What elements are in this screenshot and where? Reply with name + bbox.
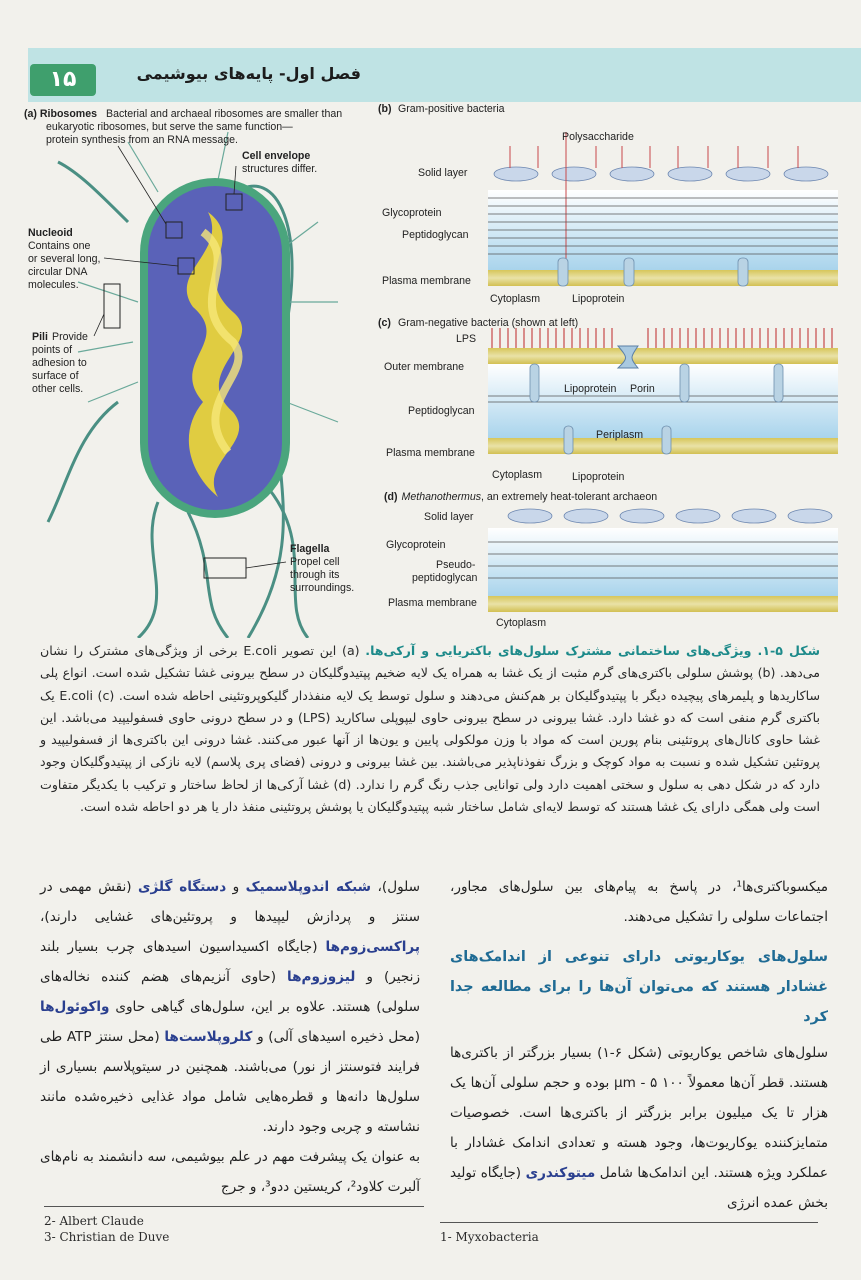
left-text-column: [40, 872, 420, 1202]
envelope-title: Cell envelope: [242, 150, 311, 162]
panel-b-gram-positive: [378, 103, 838, 305]
pili-text-5: other cells.: [32, 383, 84, 395]
nucleoid-text-3: circular DNA: [28, 266, 88, 278]
peptidoglycan-label: Peptidoglycan: [402, 229, 469, 241]
organelles-text-5: (حاوی آنزیم‌های هضم کننده نخاله‌های سلولی) هستند. علاوه بر این، سلول‌های گیاهی حاوی: [40, 969, 420, 1015]
ribosomes-title: (a) Ribosomes: [24, 108, 97, 120]
footnote-1: 1- Myxobacteria: [440, 1230, 539, 1244]
intro-paragraph: میکسوباکتری‌ها¹، در پاسخ به پیام‌های بین سلول‌های مجاور، اجتماعات سلولی را تشکیل می‌دهند.: [450, 879, 828, 925]
pseudo-label-1: Pseudo-: [436, 559, 476, 571]
flagella-text-1: Propel cell: [290, 556, 340, 568]
panel-d-archaeon: [384, 491, 838, 629]
cytoplasm-label: Cytoplasm: [490, 293, 541, 305]
lipoprotein-label: Lipoprotein: [572, 293, 625, 305]
chapter-title: فصل اول- پایه‌های بیوشیمی: [136, 64, 361, 83]
gram-positive-membrane: [488, 270, 838, 286]
figure-caption: [40, 640, 820, 818]
flagella-text-3: surroundings.: [290, 582, 355, 594]
term-vacuoles: واکوئول‌ها: [40, 999, 110, 1015]
eukaryote-text-1: سلول‌های شاخص یوکاریوتی (شکل ۶-۱) بسیار بزرگتر از باکتری‌ها هستند. قطر آن‌ها معمولاً ۱۰۰ μm - ۵ بوده و حجم سلولی آن‌ها یک هزار تا یک میلیون برابر بزرگتر از باکتری‌ها است. خصوصیات متمایزکننده یوکاریوت‌ها، وجود هسته و تعدادی اندامک غشادار با عملکرد ویژه هستند. این اندامک‌ها شامل: [450, 1045, 828, 1181]
porin-label: Porin: [630, 383, 655, 395]
pili-text-4: surface of: [32, 370, 79, 382]
ribosomes-text-1: Bacterial and archaeal ribosomes are smaller than: [106, 108, 343, 120]
nucleoid-title: Nucleoid: [28, 227, 73, 239]
ribosomes-text-3: protein synthesis from an RNA message.: [46, 134, 238, 146]
flagella-text-2: through its: [290, 569, 340, 581]
plasma-membrane-d-label: Plasma membrane: [388, 597, 477, 609]
archaeal-solid-layer: [508, 509, 832, 523]
eukaryote-text-2: (جایگاه تولید بخش عمده انرژی: [450, 1165, 828, 1211]
organelles-text-2: و: [232, 879, 240, 895]
panel-b-title-prefix: (b): [378, 103, 392, 115]
eukaryote-paragraph: [450, 1038, 828, 1218]
scientists-paragraph: به عنوان یک پیشرفت مهم در علم بیوشیمی، سه دانشمند به نام‌های آلبرت کلاود²، کریستین ددو³، و جرج: [40, 1149, 420, 1195]
footnote-3: 3- Christian de Duve: [44, 1230, 170, 1244]
lps-label: LPS: [456, 333, 477, 345]
organelles-text-6: (محل ذخیره اسیدهای آلی) و: [257, 1029, 421, 1045]
solid-layer-d-label: Solid layer: [424, 511, 474, 523]
term-er: شبکه اندوپلاسمیک: [245, 879, 372, 895]
footnote-2: 2- Albert Claude: [44, 1214, 144, 1228]
bacteria-figure: [18, 102, 858, 638]
nucleoid-text-1: Contains one: [28, 240, 91, 252]
panel-c-gram-negative: [378, 317, 838, 483]
lipoprotein-c2-label: Lipoprotein: [572, 471, 625, 483]
lipoprotein-c-label: Lipoprotein: [564, 383, 617, 395]
outer-membrane-label: Outer membrane: [384, 361, 465, 373]
glycoprotein-d-label: Glycoprotein: [386, 539, 446, 551]
pili-text-2: points of: [32, 344, 73, 356]
term-chloroplasts: کلروپلاست‌ها: [164, 1029, 253, 1045]
panel-a-ecoli-cell: [24, 108, 354, 638]
lps-chains: [492, 328, 832, 348]
panel-c-title: Gram-negative bacteria (shown at left): [398, 317, 579, 329]
right-text-column: [450, 872, 828, 1218]
footnotes-right: [440, 1222, 818, 1245]
glycoprotein-label: Glycoprotein: [382, 207, 442, 219]
section-heading: سلول‌های یوکاریوتی دارای تنوعی از اندامک‌های غشادار هستند که می‌توان آن‌ها را برای مطالعه جدا کرد: [450, 949, 828, 1025]
pili-text-1: Provide: [52, 331, 88, 343]
term-peroxisomes: پراکسی‌زوم‌ها: [325, 939, 420, 955]
cytoplasm-d-label: Cytoplasm: [496, 617, 547, 629]
solid-layer-units: [494, 167, 828, 181]
nucleoid-text-4: molecules.: [28, 279, 79, 291]
pseudo-label-2: peptidoglycan: [412, 572, 478, 584]
panel-d-title: (d) Methanothermus, an extremely heat-tolerant archaeon: [384, 491, 658, 503]
solid-layer-label: Solid layer: [418, 167, 468, 179]
panel-c-title-prefix: (c): [378, 317, 391, 329]
organelles-text-4: (جایگاه اکسیداسیون اسیدهای چرب بسیار بلند زنجیر) و: [40, 939, 421, 985]
organelles-paragraph: [40, 872, 420, 1142]
plasma-membrane-c-label: Plasma membrane: [386, 447, 475, 459]
panel-b-title: Gram-positive bacteria: [398, 103, 505, 115]
organelles-text-3: (نقش مهمی در سنتز و پردازش لیپیدها و پروتئین‌های غشایی دارند)،: [40, 879, 420, 925]
term-golgi: دستگاه گلژی: [138, 879, 227, 895]
organelles-text-1: سلول)،: [377, 879, 420, 895]
pseudopeptidoglycan-zone: [488, 528, 838, 596]
outer-membrane-bilayer: [488, 348, 838, 364]
organelles-text-7: (محل سنتز ATP طی فرایند فتوسنتز از نور) می‌باشند. همچنین در سیتوپلاسم بسیاری از سلول‌ها دانه‌ها و قطره‌هایی شامل مواد غذایی ذخیره‌شده مانند نشاسته و چربی وجود دارند.: [40, 1029, 420, 1135]
term-mitochondria: میتوکندری: [525, 1165, 596, 1181]
nucleoid-text-2: or several long,: [28, 253, 101, 265]
ribosomes-text-2: eukaryotic ribosomes, but serve the same function—: [46, 121, 293, 133]
term-lysosomes: لیزوزوم‌ها: [287, 969, 356, 985]
envelope-text: structures differ.: [242, 163, 318, 175]
periplasm-label: Periplasm: [596, 429, 644, 441]
peptidoglycan-c-label: Peptidoglycan: [408, 405, 475, 417]
footnotes-left: [44, 1206, 424, 1245]
cytoplasm-c-label: Cytoplasm: [492, 469, 543, 481]
page-number: ۱۵: [30, 64, 96, 96]
polysaccharide-label: Polysaccharide: [562, 131, 634, 143]
figure-caption-label: شکل ۵-۱. ویژگی‌های ساختمانی مشترک سلول‌های باکتریایی و آرکی‌ها.: [365, 643, 820, 658]
pili-text-3: adhesion to: [32, 357, 87, 369]
figure-caption-body: (a) این تصویر E.coli برخی از ویژگی‌های مشترک را نشان می‌دهد. (b) پوشش سلولی باکتری‌های گرم مثبت از یک غشا به همراه یک لایه ضخیم پپتیدوگلیکان در سطح بیرونی غشا تشکیل شده است. انواع پلی ساکاریدها و پلیمرهای پیچیده دیگر با پپتیدوگلیکان بر هم‌کنش می‌دهند و سلول توسط یک لایه منفذدار گلیکوپروتئینی احاطه شده است. (c) E.coli یک باکتری گرم منفی است که دو غشا دارد. غشا بیرونی در سطح بیرونی حاوی لیپوپلی ساکارید (LPS) و در سطح درونی حاوی فسفولیپید می‌باشد. این غشا حاوی کانال‌های پروتئینی بنام پورین است که مواد با وزن مولکولی پایین و یون‌ها از آنها عبور می‌کنند. غشا درونی این باکتری‌ها از فسفولیپید و پروتئین تشکیل شده و نسبت به مواد کوچک و بزرگ نفوذناپذیر می‌باشند. بین غشا بیرونی و درونی (فضای پری پلاسم) لایه نازکی از پپتیدوگلیکان وجود دارد که در شکل دهی به سلول و سختی اهمیت دارد ولی توانایی جذب رنگ گرم را ندارد. (d) غشا آرکی‌ها از لحاظ ساختار و ترکیب با یکدیگر متفاوت است ولی همگی دارای یک غشا هستند که توسط لایه‌ای شامل ساختار شبه پپتیدوگلیکان یا پوشش پروتئینی منفذ دار یا هر دو احاطه شده است.: [40, 643, 821, 815]
archaeal-membrane: [488, 596, 838, 612]
pili-title: Pili: [32, 331, 48, 343]
plasma-membrane-label: Plasma membrane: [382, 275, 471, 287]
flagella-title: Flagella: [290, 543, 330, 555]
